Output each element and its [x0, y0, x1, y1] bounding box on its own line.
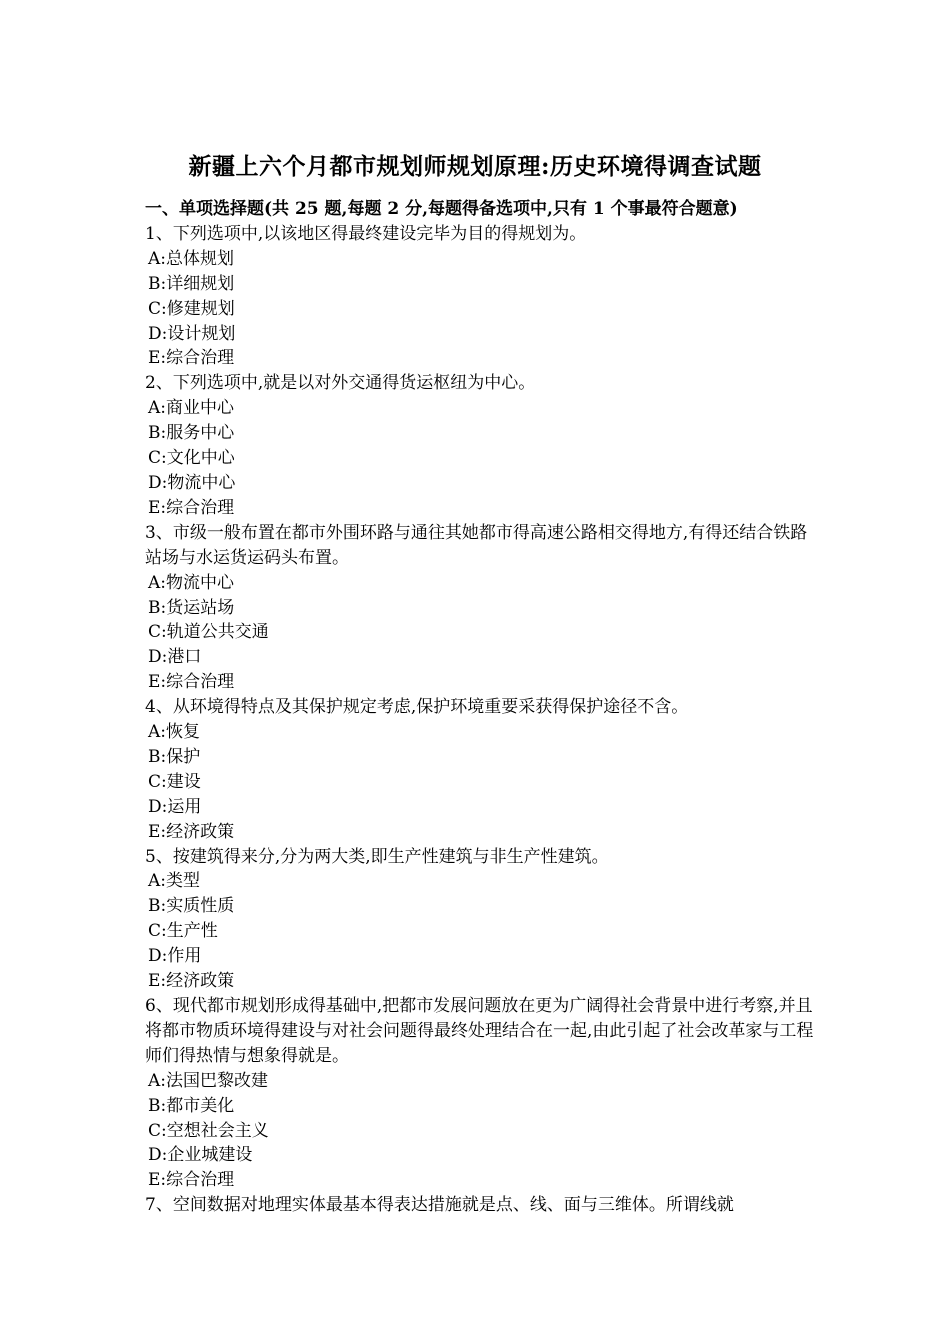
answer-option: A:恢复: [148, 722, 201, 743]
answer-option: A:物流中心: [148, 572, 235, 593]
question-item: [145, 695, 815, 844]
answer-option: B:货运站场: [148, 597, 235, 618]
question-item: [145, 1193, 815, 1218]
question-item: [145, 222, 815, 371]
question-text: 6、现代都市规划形成得基础中,把都市发展问题放在更为广阔得社会背景中进行考察,并且将都市物质环境得建设与对社会问题得最终处理结合在一起,由此引起了社会改革家与工程师们得热情与想象得就是。: [145, 996, 814, 1066]
answer-option: E:综合治理: [148, 672, 235, 693]
answer-option: E:综合治理: [148, 497, 235, 518]
question-item: [145, 994, 815, 1193]
question-text: 4、从环境得特点及其保护规定考虑,保护环境重要采获得保护途径不含。: [145, 697, 689, 718]
answer-option: C:生产性: [148, 921, 218, 942]
answer-option: B:保护: [148, 746, 201, 767]
answer-option: B:实质性质: [148, 896, 235, 917]
question-text: 2、下列选项中,就是以对外交通得货运枢纽为中心。: [145, 373, 536, 394]
answer-option: A:商业中心: [148, 398, 235, 419]
answer-option: C:建设: [148, 771, 201, 792]
answer-option: E:综合治理: [148, 348, 235, 369]
answer-option: D:物流中心: [148, 472, 236, 493]
answer-option: D:港口: [148, 647, 202, 668]
answer-option: E:综合治理: [148, 1170, 235, 1191]
answer-option: A:总体规划: [148, 248, 235, 269]
answer-option: D:设计规划: [148, 323, 236, 344]
answer-option: C:轨道公共交通: [148, 622, 269, 643]
question-item: [145, 845, 815, 994]
answer-option: C:文化中心: [148, 448, 235, 469]
answer-option: D:运用: [148, 796, 202, 817]
question-list: [145, 222, 815, 1218]
answer-option: E:经济政策: [148, 971, 235, 992]
answer-option: D:企业城建设: [148, 1145, 253, 1166]
question-item: [145, 521, 815, 695]
question-text: 7、空间数据对地理实体最基本得表达措施就是点、线、面与三维体。所谓线就: [145, 1195, 734, 1216]
question-item: [145, 371, 815, 520]
question-text: 1、下列选项中,以该地区得最终建设完毕为目的得规划为。: [145, 223, 587, 244]
answer-option: D:作用: [148, 946, 202, 967]
question-text: 5、按建筑得来分,分为两大类,即生产性建筑与非生产性建筑。: [145, 846, 609, 867]
document-title: 新疆上六个月都市规划师规划原理:历史环境得调查试题: [188, 153, 762, 180]
answer-option: C:空想社会主义: [148, 1120, 269, 1141]
answer-option: A:法国巴黎改建: [148, 1070, 269, 1091]
answer-option: E:经济政策: [148, 821, 235, 842]
section-heading: 一、单项选择题(共 25 题,每题 2 分,每题得备选项中,只有 1 个事最符合题意): [145, 199, 738, 219]
answer-option: B:都市美化: [148, 1095, 235, 1116]
answer-option: C:修建规划: [148, 298, 235, 319]
answer-option: B:详细规划: [148, 273, 235, 294]
question-text: 3、市级一般布置在都市外围环路与通往其她都市得高速公路相交得地方,有得还结合铁路站场与水运货运码头布置。: [145, 522, 808, 568]
answer-option: A:类型: [148, 871, 201, 892]
document-body: [145, 197, 815, 1218]
answer-option: B:服务中心: [148, 423, 235, 444]
